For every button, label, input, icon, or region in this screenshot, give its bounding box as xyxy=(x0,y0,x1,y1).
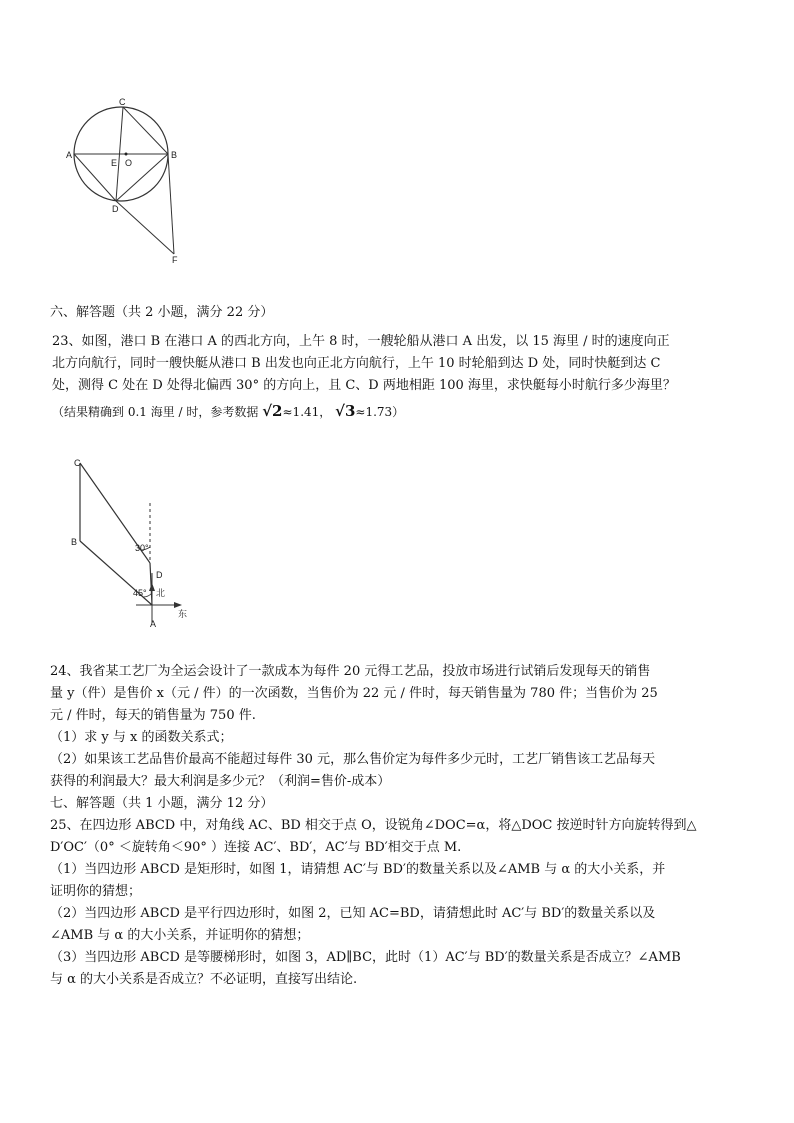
label-a2: A xyxy=(150,619,157,629)
segment-db xyxy=(116,154,168,201)
north-arrow-icon xyxy=(149,583,155,591)
q25-p1-line2: 证明你的猜想； xyxy=(50,884,142,899)
label-o: O xyxy=(125,158,133,168)
center-dot xyxy=(125,153,128,156)
q25-p3-line2: 与 α 的大小关系是否成立？不必证明，直接写出结论. xyxy=(50,972,358,987)
q25-line1: 25、在四边形 ABCD 中，对角线 AC、BD 相交于点 O，设锐角∠DOC=α，将△DOC 按逆时针方向旋转得到△ xyxy=(50,818,697,833)
label-f: F xyxy=(172,255,178,265)
label-a: A xyxy=(66,150,73,160)
q23-line1: 23、如图，港口 B 在港口 A 的西北方向，上午 8 时，一艘轮船从港口 A 出发，以 15 海里 / 时的速度向正 xyxy=(52,334,670,349)
label-b2: B xyxy=(71,537,78,547)
sqrt3-symbol: √3 xyxy=(335,402,356,420)
q23-line2: 北方向航行，同时一艘快艇从港口 B 出发也向正北方向航行，上午 10 时轮船到达 D 处，同时快艇到达 C xyxy=(52,356,661,371)
q25-p1-line1: （1）当四边形 ABCD 是矩形时，如图 1，请猜想 AC′与 BD′的数量关系以及∠AMB 与 α 的大小关系，并 xyxy=(50,862,666,877)
label-e: E xyxy=(111,158,118,168)
q25-line2: D′OC′（0° ＜旋转角＜90° ）连接 AC′、BD′，AC′与 BD′相交于点 M. xyxy=(50,840,462,855)
q23-note xyxy=(52,402,404,420)
q23-note-prefix: （结果精确到 0.1 海里 / 时，参考数据 xyxy=(52,405,263,419)
q25-p3-line1: （3）当四边形 ABCD 是等腰梯形时，如图 3，AD∥BC，此时（1）AC′与 BD′的数量关系是否成立？∠AMB xyxy=(50,950,681,965)
sqrt2-symbol: √2 xyxy=(262,402,283,420)
q24-part2-line1: （2）如果该工艺品售价最高不能超过每件 30 元，那么售价定为每件多少元时，工艺厂销售该工艺品每天 xyxy=(50,752,656,767)
label-30deg: 30° xyxy=(135,543,149,553)
q24-part1: （1）求 y 与 x 的函数关系式； xyxy=(50,730,233,745)
q24-part2-line2: 获得的利润最大？最大利润是多少元？（利润=售价-成本） xyxy=(50,774,391,789)
q23-line3: 处，测得 C 处在 D 处得北偏西 30° 的方向上，且 C、D 两地相距 100 海里，求快艇每小时航行多少海里？ xyxy=(52,378,676,393)
label-d: D xyxy=(112,204,119,214)
label-b: B xyxy=(171,150,178,160)
q23-approx3: ≈1.73） xyxy=(355,405,405,419)
label-east: 东 xyxy=(178,609,188,619)
q24-line1: 24、我省某工艺厂为全运会设计了一款成本为每件 20 元得工艺品，投放市场进行试销后发现每天的销售 xyxy=(50,664,651,679)
label-c: C xyxy=(119,97,126,107)
line-df xyxy=(116,201,174,254)
q24-line3: 元 / 件时，每天的销售量为 750 件. xyxy=(50,708,256,723)
circle-figure xyxy=(66,96,196,266)
label-c2: C xyxy=(74,458,81,468)
line-bf xyxy=(168,154,174,254)
navigation-figure xyxy=(66,455,196,635)
label-north: 北 xyxy=(156,588,166,598)
section7-heading: 七、解答题（共 1 小题，满分 12 分） xyxy=(50,796,274,811)
q25-p2-line1: （2）当四边形 ABCD 是平行四边形时，如图 2，已知 AC=BD，请猜想此时 AC′与 BD′的数量关系以及 xyxy=(50,906,656,921)
q23-approx2: ≈1.41， xyxy=(282,405,332,419)
q24-line2: 量 y（件）是售价 x（元 / 件）的一次函数，当售价为 22 元 / 件时，每天销售量为 780 件；当售价为 25 xyxy=(50,686,658,701)
east-arrow-icon xyxy=(174,602,182,608)
q25-p2-line2: ∠AMB 与 α 的大小关系，并证明你的猜想； xyxy=(50,928,310,943)
section6-heading: 六、解答题（共 2 小题，满分 22 分） xyxy=(50,305,274,320)
label-45deg: 45° xyxy=(133,588,147,598)
label-d2: D xyxy=(156,570,163,580)
